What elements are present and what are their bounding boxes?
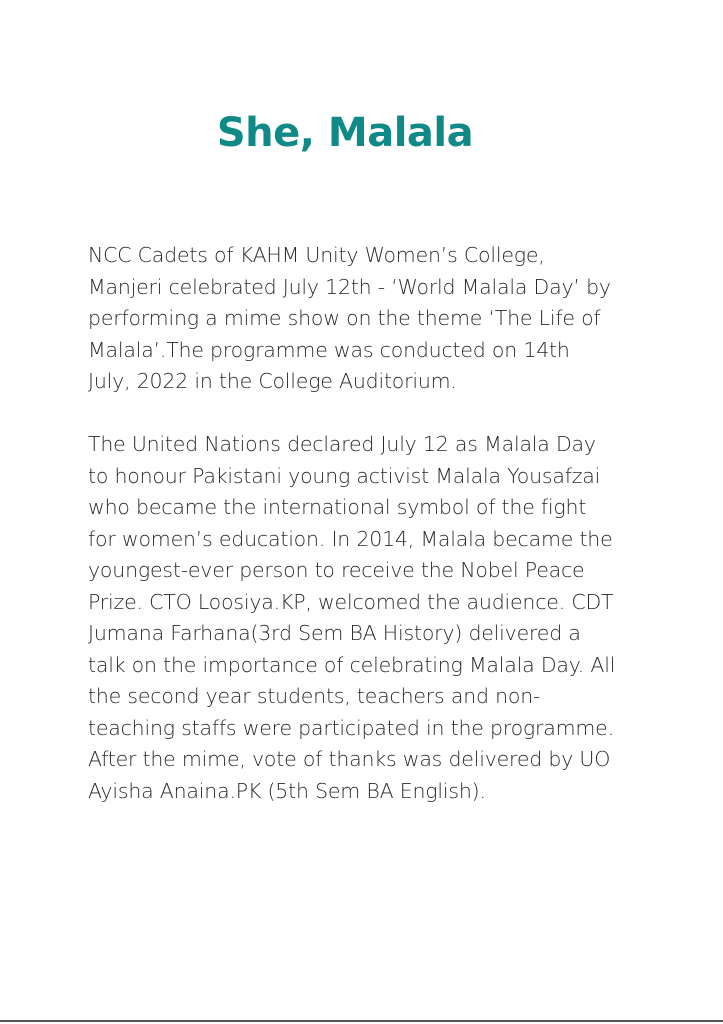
bottom-divider xyxy=(0,1020,723,1022)
article-body xyxy=(88,240,668,807)
page-title: She, Malala xyxy=(216,110,474,156)
paragraph-event-summary: NCC Cadets of KAHM Unity Women’s College, Manjeri celebrated July 12th - ‘World Malala Day’ by performing a mime show on the theme ‘The Life of Malala’.The programme was conducted on 14th July, 2022 in the College Auditorium. xyxy=(88,243,611,393)
paragraph-malala-day-details: The United Nations declared July 12 as Malala Day to honour Pakistani young activist Malala Yousafzai who became the international symbol of the fight for women’s education. In 2014, Malala became the youngest-ever person to receive the Nobel Peace Prize. CTO Loosiya.KP, welcomed the audience. CDT Jumana Farhana(3rd Sem BA History) delivered a talk on the importance of celebrating Malala Day. All the second year students, teachers and non- teaching staffs were participated in the programme. After the mime, vote of thanks was delivered by UO Ayisha Anaina.PK (5th Sem BA English). xyxy=(88,432,616,803)
